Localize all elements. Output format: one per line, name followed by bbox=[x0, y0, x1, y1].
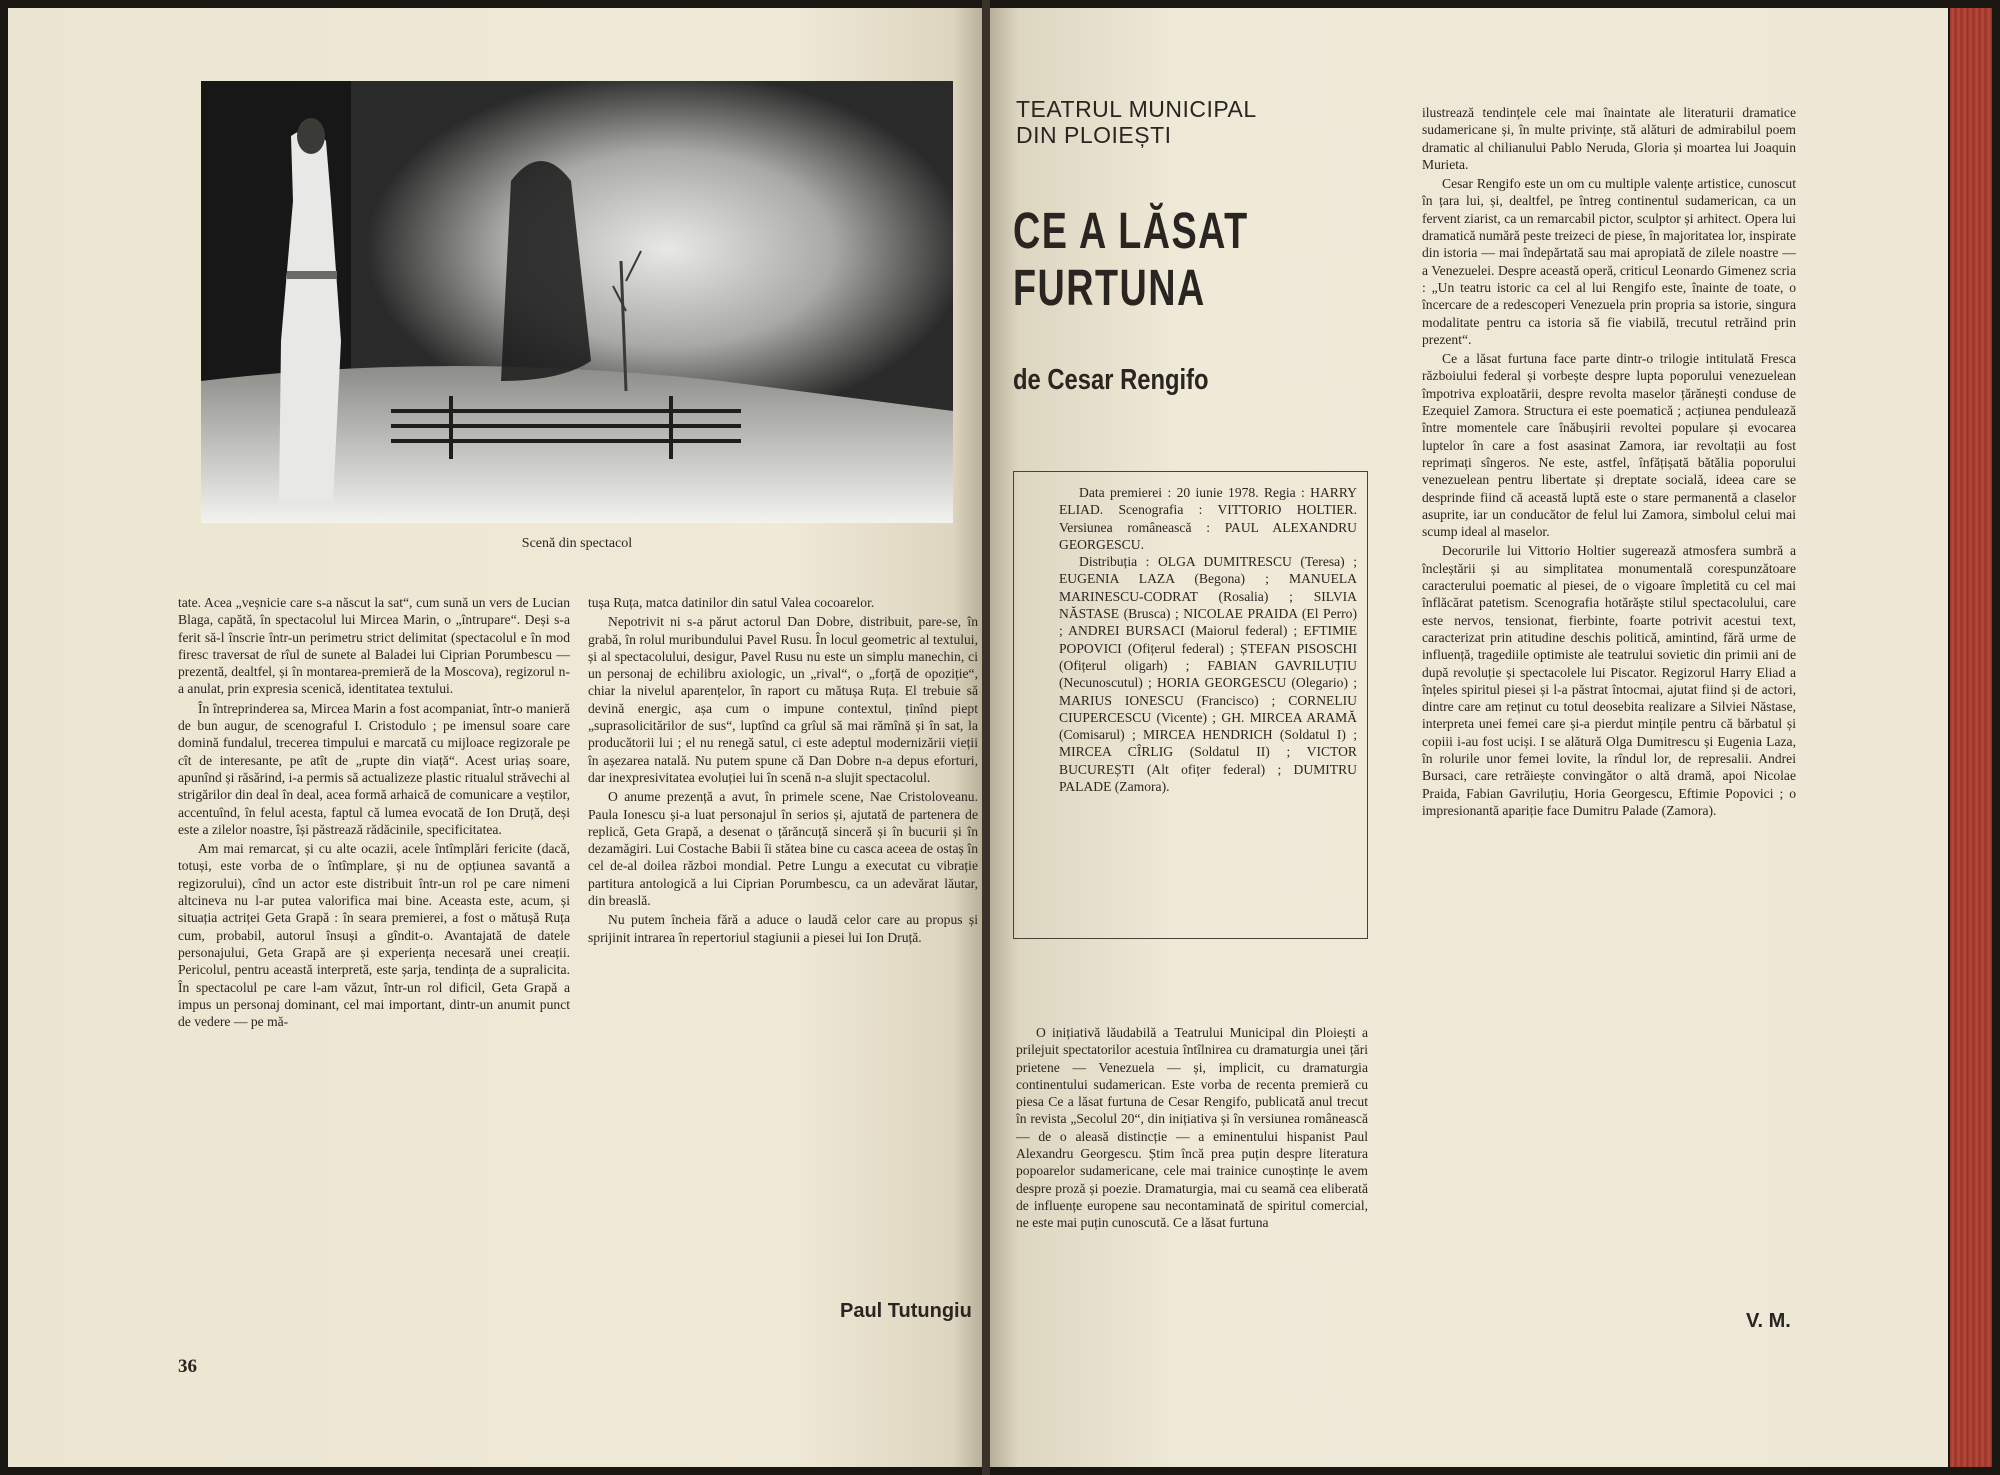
theatre-kicker bbox=[1016, 96, 1257, 148]
book-gutter bbox=[982, 0, 990, 1475]
credits-text bbox=[1059, 484, 1357, 795]
title-line-1: CE A LĂSAT bbox=[1013, 202, 1249, 259]
book-page-edges bbox=[1950, 8, 1992, 1467]
production-credits-box bbox=[1013, 471, 1368, 939]
paragraph: Cesar Rengifo este un om cu multiple valențe artistice, cunoscut în țara lui, și, dealtfel, pe întreg continentul sudamerican, ca un fervent ziarist, ca un remarcabil pictor, sculptor și arhitect. Opera lui dramatică numără peste treizeci de piese, în majoritatea lor, inspirate din istoria — mai îndepărtată sau mai apropiată de zilele noastre — a Venezuelei. Despre această operă, criticul Leonardo Gimenez scria : „Un teatru istoric ca cel al lui Rengifo este, înainte de toate, o încercare de a redescoperi Venezuela prin propria sa istorie, singura modalitate pentru ca istoria să fie viabilă, trecutul retrăind prin prezent“. bbox=[1422, 176, 1796, 347]
right-page bbox=[990, 8, 1948, 1467]
paragraph: Decorurile lui Vittorio Holtier sugerează atmosfera sumbră a încleștării și au simplitatea monumentală corespunzătoare caracterului poematic al piesei, de o vigoare împletită cu cel mai înflăcărat patetism. Scenografia hotărăște stilul spectacolului, care este nervos, tensionat, fierbinte, foarte potrivit acestui text, caracterizat prin atitudine deschis politică, amintind, fără urme de influență, tragediile optimiste ale teatrului sovietic din primii ani de după revoluție și spectacolele lui Piscator. Regizorul Harry Eliad a înțeles spiritul piesei și l-a păstrat întocmai, ajutat fiind și de actori, dintre care am reținut cu totul deosebita realizare a Silviei Năstase, interpreta unei femei care și-a pierdut mințile pentru că bărbatul și copiii i-au fost uciși. I se alătură Olga Dumitrescu și Eugenia Laza, în rolurile unor femei lovite, la rîndul lor, de represalii. Andrei Bursaci, care retrăiește convingător o altă dramă, apoi Nicolae Praida, Fabian Gavriluțiu, Horia Georgescu, Eftimie Popovici ; o impresionantă apariție face Dumitru Palade (Zamora). bbox=[1422, 543, 1796, 818]
article-byline: de Cesar Rengifo bbox=[1013, 364, 1209, 396]
kicker-line-2: DIN PLOIEȘTI bbox=[1016, 122, 1172, 148]
paragraph: tușa Ruța, matca datinilor din satul Valea cocoarelor. bbox=[588, 595, 875, 610]
left-column-1 bbox=[178, 594, 570, 1032]
article-author: Paul Tutungiu bbox=[840, 1300, 972, 1322]
paragraph: Am mai remarcat, și cu alte ocazii, acele întîmplări fericite (dacă, totuși, este vorba de o întîmplare, și nu de opțiunea savantă a regizorului), cînd un actor este distribuit într-un rol pe care nimeni altcineva nu l-ar putea valorifica mai bine. Aceasta este, acum, și situația actriței Geta Grapă : în seara premierei, a fost o mătușă Ruța cum, probabil, autorul însuși a gîndit-o. Avantajată de datele personajului, Geta Grapă are și experiența necesară unei creații. Pericolul, pentru această interpretă, este șarja, tendința de a supralicita. În spectacolul pe care l-am văzut, într-un rol dificil, Geta Grapă a impus un personaj dominant, cel mai important, dintr-un anumit punct de vedere — pe mă- bbox=[178, 841, 570, 1030]
credits-paragraph: Distribuția : OLGA DUMITRESCU (Teresa) ; EUGENIA LAZA (Begona) ; MANUELA MARINESCU-CODRAT (Rosalia) ; SILVIA NĂSTASE (Brusca) ; NICOLAE PRAIDA (El Perro) ; ANDREI BURSACI (Maiorul federal) ; EFTIMIE POPOVICI (Ofițerul federal) ; ȘTEFAN PISOSCHI (Ofițerul oligarh) ; FABIAN GAVRILUȚIU (Necunoscutul) ; HORIA GEORGESCU (Olegario) ; MARIUS IONESCU (Francisco) ; CORNELIU CIUPERCESCU (Vicente) ; GH. MIRCEA ARAMĂ (Comisarul) ; MIRCEA HENDRICH (Soldatul I) ; MIRCEA CÎRLIG (Soldatul II) ; VICTOR BUCUREȘTI (Alt ofițer federal) ; DUMITRU PALADE (Zamora). bbox=[1059, 554, 1357, 795]
title-line-2: FURTUNA bbox=[1013, 259, 1206, 316]
paragraph: Nepotrivit ni s-a părut actorul Dan Dobre, distribuit, pare-se, în grabă, în rolul muribundului Pavel Rusu. În locul geometric al textului, și al spectacolului, desigur, Pavel Rusu nu este un simplu manechin, ci un personaj de echilibru axiologic, un „rival“, o „forță de opoziție“, chiar la nivelul aparențelor, în raport cu mătușa Ruța. El trebuie să devină energic, așa cum o impune contextul, ținînd piept „suprasolicitărilor de sus“, luptînd ca grîul să mai rămînă și în sat, la producătorii lui ; el nu renegă satul, ci este adeptul modernizării vieții în așezarea natală. Nu putem spune că Dan Dobre n-a depus eforturi, dar inexpresivitatea evoluției lui în scenă n-a slujit spectacolul. bbox=[588, 614, 978, 785]
article-author: V. M. bbox=[1746, 1310, 1791, 1332]
article-title bbox=[1013, 202, 1249, 316]
stage-photo-illustration bbox=[201, 81, 953, 523]
paragraph: O anume prezență a avut, în primele scene, Nae Cristoloveanu. Paula Ionescu și-a luat personajul în serios și, ajutată de partenera de replică, Geta Grapă, a desenat o țărăncuță sinceră și în bucurii și în dezamăgiri. Lui Costache Babii îi stătea bine cu casca aceea de ostaș în cel de-al doilea război mondial. Petre Lungu a executat cu vibrație partitura antologică a lui Ciprian Porumbescu, ca un adevărat lăutar, din breaslă. bbox=[588, 789, 978, 909]
credits-paragraph: Data premierei : 20 iunie 1978. Regia : HARRY ELIAD. Scenografia : VITTORIO HOLTIER. Versiunea românească : PAUL ALEXANDRU GEORGESCU. bbox=[1059, 485, 1357, 552]
paragraph: ilustrează tendințele cele mai înaintate ale literaturii dramatice sudamericane și, în multe privințe, stă alături de admirabilul poem dramatic al chilianului Pablo Neruda, Gloria și moartea lui Joaquin Murieta. bbox=[1422, 105, 1796, 172]
kicker-line-1: TEATRUL MUNICIPAL bbox=[1016, 96, 1257, 122]
right-column-main bbox=[1422, 104, 1796, 821]
paragraph: Ce a lăsat furtuna face parte dintr-o trilogie intitulată Fresca războiului federal și vorbește despre lupta poporului venezuelean împotriva exploatării, despre revolta maselor țărănești conduse de Ezequiel Zamora. Structura ei este poematică ; acțiunea pendulează între momentele care înăbușirii revoltei populare și evocarea luptelor în care a fost asasinat Zamora, iar revoltații au fost reprimați sîngeros. Ne este, astfel, înfățișată bătălia poporului venezuelean pentru libertate și dreptate socială, ideea care se desprinde fiind că această luptă este o stare permanentă a claselor asuprite, iar un conducător de felul lui Zamora, simbolul celui mai scump ideal al maselor. bbox=[1422, 351, 1796, 540]
stage-photo bbox=[201, 81, 953, 523]
paragraph: În întreprinderea sa, Mircea Marin a fost acompaniat, într-o manieră de bun augur, de scenograful I. Cristodulo ; pe imensul soare care domină fundalul, trecerea timpului e marcată cu mijloace regizorale pe cît de interesante, pe atît de „rupte din viață“. Acest uriaș soare, apunînd și răsărind, i-a permis să actualizeze plastic ritualul străvechi al strigărilor din deal în deal, acea formă arhaică de comunicare a veștilor, accentuînd, în felul acesta, faptul că lumea evocată de Ion Druță, deși este a zilelor noastre, își păstrează rădăcinile, specificitatea. bbox=[178, 700, 570, 837]
page-number: 36 bbox=[178, 1356, 197, 1377]
paragraph: Nu putem încheia fără a aduce o laudă celor care au propus și sprijinit intrarea în repertoriul stagiunii a piesei lui Ion Druță. bbox=[588, 912, 978, 945]
photo-caption: Scenă din spectacol bbox=[521, 536, 633, 551]
left-column-2 bbox=[588, 594, 978, 948]
paragraph: tate. Acea „veșnicie care s-a născut la sat“, cum sună un vers de Lucian Blaga, capătă, în spectacolul lui Mircea Marin, o „întrupare“. Deși s-a ferit să-l înscrie într-un perimetru strict delimitat (spectacolul e în mod firesc traversat de rîul de sunete al Baladei lui Ciprian Porumbescu — prezentă, dealtfel, și în montarea-premieră de la Moscova), regizorul n-a anulat, prin expresia scenică, identitatea textului. bbox=[178, 595, 570, 697]
paragraph: O inițiativă lăudabilă a Teatrului Municipal din Ploiești a prilejuit spectatorilor acestuia întîlnirea cu dramaturgia unei țări prietene — Venezuela — și, implicit, cu dramaturgia continentului sudamerican. Este vorba de recenta premieră cu piesa Ce a lăsat furtuna de Cesar Rengifo, publicată anul trecut în revista „Secolul 20“, din inițiativa și în versiunea românească — de o aleasă distincție — a eminentului hispanist Paul Alexandru Georgescu. Știm încă prea puțin despre literatura popoarelor sudamericane, cele mai trainice cunoștințe le avem despre proză și poezie. Dramaturgia, mai cu seamă cea eliberată de influențe europene sau necontaminată de spiritul comercial, ne este mai puțin cunoscută. Ce a lăsat furtuna bbox=[1016, 1025, 1368, 1231]
left-page bbox=[8, 8, 982, 1467]
right-column-mid bbox=[1016, 1024, 1368, 1234]
